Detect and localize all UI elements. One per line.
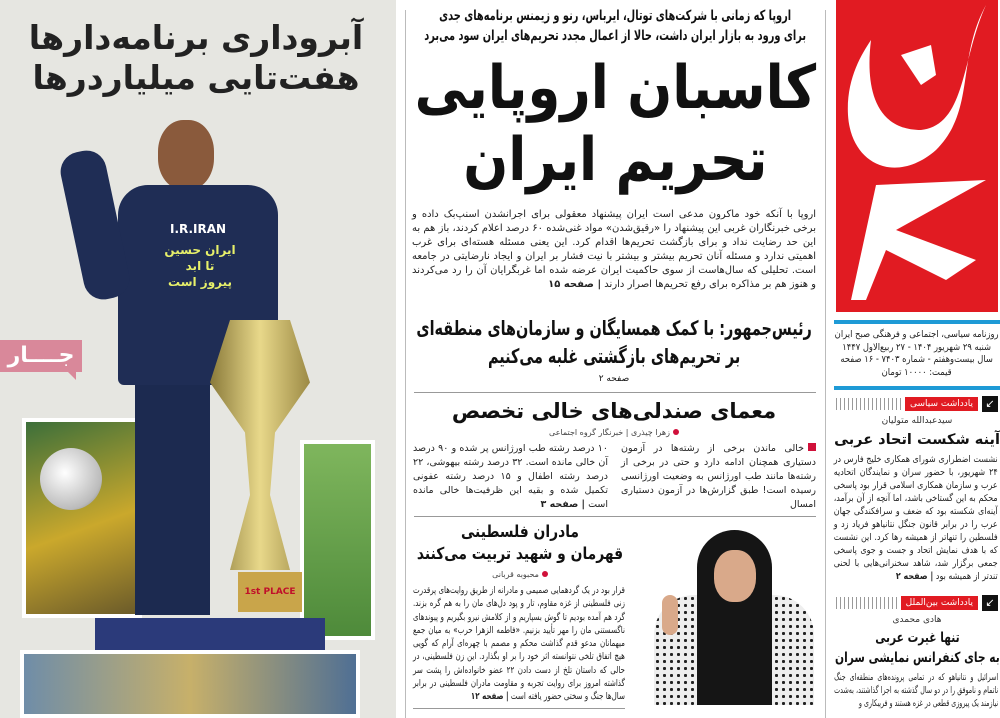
photo-headline: [26, 18, 366, 102]
slogan-line: تا ابد: [185, 259, 215, 273]
divider: [413, 708, 625, 709]
masthead-logo: [836, 0, 998, 312]
note-headline-line: به جای کنفرانس نمایشی سران: [834, 650, 1000, 666]
info-line: قیمت: ۱۰۰۰۰ تومان: [882, 366, 952, 378]
lead-text: اروپا با آنکه خود ماکرون مدعی است ایران پیشنهاد معقولی برای اجرانشدن اسنپ‌بک داده و برخی خبرنگاران غربی این پیشنهاد را «رقیق‌شدن» مواد غنی‌شده ۶۰ درصد اعلام کردند، باز هم به این حد رضایت نداد و برای بازگشت تحریم‌ها اقدام کرد. این یعنی مسئله هسته‌ای برای غرب اهمیتی ندارد و مسئله آنان تحریم بیشتر و بیشتر با نیت فشار بر ایران و ایجاد نارضایتی در جامعه است. تحلیلی که سال‌هاست از سوی حاکمیت ایران عرضه شده اما غربگرایان آن را رد می‌کردند و هنوز هم بر مذاکره برای رفع تحریم‌ها اصرار دارند: [412, 209, 816, 290]
sub-headline: [412, 314, 816, 370]
bullet-icon: [673, 429, 679, 435]
player-head: [158, 120, 214, 190]
logo-calligraphy: [836, 0, 998, 312]
body-text: نشست اضطراری شورای همکاری خلیج فارس در ۲۴ شهریور، با حضور سران و نمایندگان اتحادیه عرب و سازمان همکاری اسلامی قرار بود پاسخی محکم به این گستاخی باشد، اما آنچه از آن برآمد، آینه‌ای شکسته بود که ضعف و سرافکندگی جهان عرب را در برابر قانون جنگل نتانیاهو فریاد زد و فلسطین را تنهاتر از همیشه رها کرد. این نشست که با هدف نمایش اتحاد و جست و جوی پاسخی جمعی برگزار شد، شاهد سخنرانی‌هایی با لحنی تندتر از همیشه بود: [834, 454, 998, 582]
column-text: ۱۰ درصد رشته طب اورژانس پر شده و ۹۰ درصد آن خالی مانده است. ۳۲ درصد رشته بیهوشی، ۲۲ درصد رشته اطفال و ۱۵ درصد رشته عفونی تکمیل شده و بقیه این ظرفیت‌ها خالی مانده است: [413, 443, 608, 510]
headline-deck: [420, 6, 810, 48]
sub-headline-line: بر تحریم‌های بازگشتی غلبه می‌کنیم: [487, 344, 741, 368]
photo-headline-line: هفت‌تایی میلیاردرها: [32, 58, 360, 97]
author: هادی محمدی: [892, 615, 942, 625]
stripes-decoration: [836, 398, 901, 410]
stadium-photo: [300, 440, 375, 640]
lead-paragraph: [412, 208, 816, 308]
face: [714, 550, 756, 602]
column-rule: [825, 10, 826, 718]
team-photo: [20, 650, 360, 718]
note-headline-line: تنها غیرت عربی: [874, 630, 960, 646]
rule-blue: [834, 320, 1000, 324]
byline-text: محبوبه قربانی: [492, 570, 539, 579]
main-headline-line: کاسبان اروپایی: [414, 53, 816, 123]
note-headline-text: آینه شکست اتحاد عربی: [834, 432, 1000, 448]
column-text: خالی ماندن برخی از رشته‌ها در آزمون دستیاری همچنان ادامه دارد و حتی در برخی از رشته‌ها مانند طب اورژانس به وضعیت اورژانسی رسیده است! طبق گزارش‌ها در آزمون دستیاری امسال: [621, 443, 816, 510]
trophy-image: [210, 320, 310, 570]
goalkeeper-photo: [22, 418, 142, 618]
divider: [414, 516, 816, 517]
main-headline-line: تحریم ایران: [462, 125, 768, 195]
story-headline-line: مادران فلسطینی: [461, 522, 579, 541]
shirt-team-text: I.R.IRAN: [170, 222, 227, 236]
note-headline: [834, 430, 1000, 450]
page-ref: | صفحه ۱۲: [470, 691, 509, 703]
note-body: [834, 453, 998, 591]
story-headline: [415, 521, 625, 567]
photo-headline-line: آبروداری برنامه‌دارها: [28, 18, 364, 57]
woman-photo: [642, 525, 817, 705]
byline: [415, 569, 625, 581]
tag-label: یادداشت بین‌الملل: [901, 596, 978, 610]
story-column-right: [621, 442, 816, 512]
story-headline: [412, 397, 816, 425]
main-headline: [412, 52, 818, 200]
info-line: سال بیست‌وهفتم - شماره ۷۴۰۳ - ۱۶ صفحه: [840, 354, 994, 365]
slogan-line: پیروز است: [167, 275, 233, 289]
cover-photo-panel: [0, 0, 396, 718]
raised-hand: [662, 595, 678, 635]
arrow-icon: ↙: [982, 396, 998, 412]
section-tag-jar: جــــار: [0, 340, 82, 372]
story-body: [413, 584, 625, 704]
body-text: قرار بود در یک گردهمایی صمیمی و مادرانه از طریق روایت‌های پرقدرت زنی فلسطینی از غزه مقاوم، تار و پود دل‌های مان را به هم گره بزند. گرد هم آمده بودیم تا گوش بسپاریم و از کلامش نیرو بگیریم و پیوندهای ناگسستنی مان را مهر تأیید بزنیم. «فاطمه الزهرا حرب» به میان جمع میهمانان مدعو قدم گذاشت محکم و مصمم با چهره‌ای آرام که گویی هیچ اتفاق تلخی نتوانسته اثر خود را بر او بگذارد. این زن فلسطینی، در حالی که داستان تلخ از دست دادن ۲۲ عضو خانواده‌اش را پشت سر گذاشته امروز برای روایت تجربه و مقاومت مادران فلسطینی در برابر سال‌ها جنگ و سختی حضور یافته است: [413, 585, 625, 703]
story-column-left: [413, 442, 608, 512]
info-line: روزنامه سیاسی، اجتماعی و فرهنگی صبح ایران: [835, 329, 999, 340]
player-legs: [135, 385, 210, 615]
deck-line: اروپا که زمانی با شرکت‌های توتال، ایرباس، رنو و زیمنس برنامه‌های جدی: [439, 8, 792, 24]
rule-blue: [834, 386, 1000, 390]
podium: [95, 618, 325, 650]
shirt-slogan: [140, 242, 260, 290]
body-text: اسرائیل و نتانیاهو که در تمامی پرونده‌های منطقه‌ای جنگ ناتمام و ناموفق را در دو سال گذشته به اجرا گذاشتند، به‌شدت نیازمند یک پیروزی قطعی در غزه هستند و فریبکاری و: [834, 672, 998, 709]
column-rule: [405, 10, 406, 718]
byline-text: زهرا چیذری | خبرنگار گروه اجتماعی: [549, 428, 670, 437]
divider: [414, 392, 816, 393]
story-headline-text: معمای صندلی‌های خالی تخصص: [451, 399, 777, 423]
issue-info: [834, 329, 1000, 381]
tag-label: یادداشت سیاسی: [905, 397, 978, 411]
right-column: [834, 0, 1000, 718]
page-ref: صفحه ۲: [598, 374, 630, 384]
stripes-decoration: [836, 597, 897, 609]
trophy-plate: 1st PLACE: [238, 572, 302, 612]
deck-line: برای ورود به بازار ایران داشت، حالا از اعمال مجدد تحریم‌های ایران سود می‌برد: [424, 28, 806, 44]
page-ref: | صفحه ۲: [896, 571, 934, 582]
page-ref: | صفحه ۱۵: [548, 279, 602, 290]
byline: [412, 427, 816, 439]
bullet-icon: [542, 571, 548, 577]
center-column: [400, 0, 830, 718]
section-tag: [836, 396, 998, 412]
square-bullet-icon: [808, 443, 816, 451]
section-tag: [836, 595, 998, 611]
arrow-icon: ↙: [982, 595, 998, 611]
author: سیدعبدالله متولیان: [881, 416, 953, 426]
football-image: [40, 448, 102, 510]
note-headline: [834, 628, 1000, 668]
page-ref: | صفحه ۳: [540, 499, 586, 510]
note-body: [834, 671, 998, 716]
info-line: شنبه ۲۹ شهریور ۱۴۰۴ - ۲۷ ربیع‌الاول ۱۴۴۷: [842, 341, 992, 353]
sub-headline-line: رئیس‌جمهور: با کمک همسایگان و سازمان‌های منطقه‌ای: [416, 316, 812, 340]
story-headline-line: قهرمان و شهید تربیت می‌کنند: [416, 544, 624, 563]
slogan-line: ایران حسین: [164, 243, 236, 257]
